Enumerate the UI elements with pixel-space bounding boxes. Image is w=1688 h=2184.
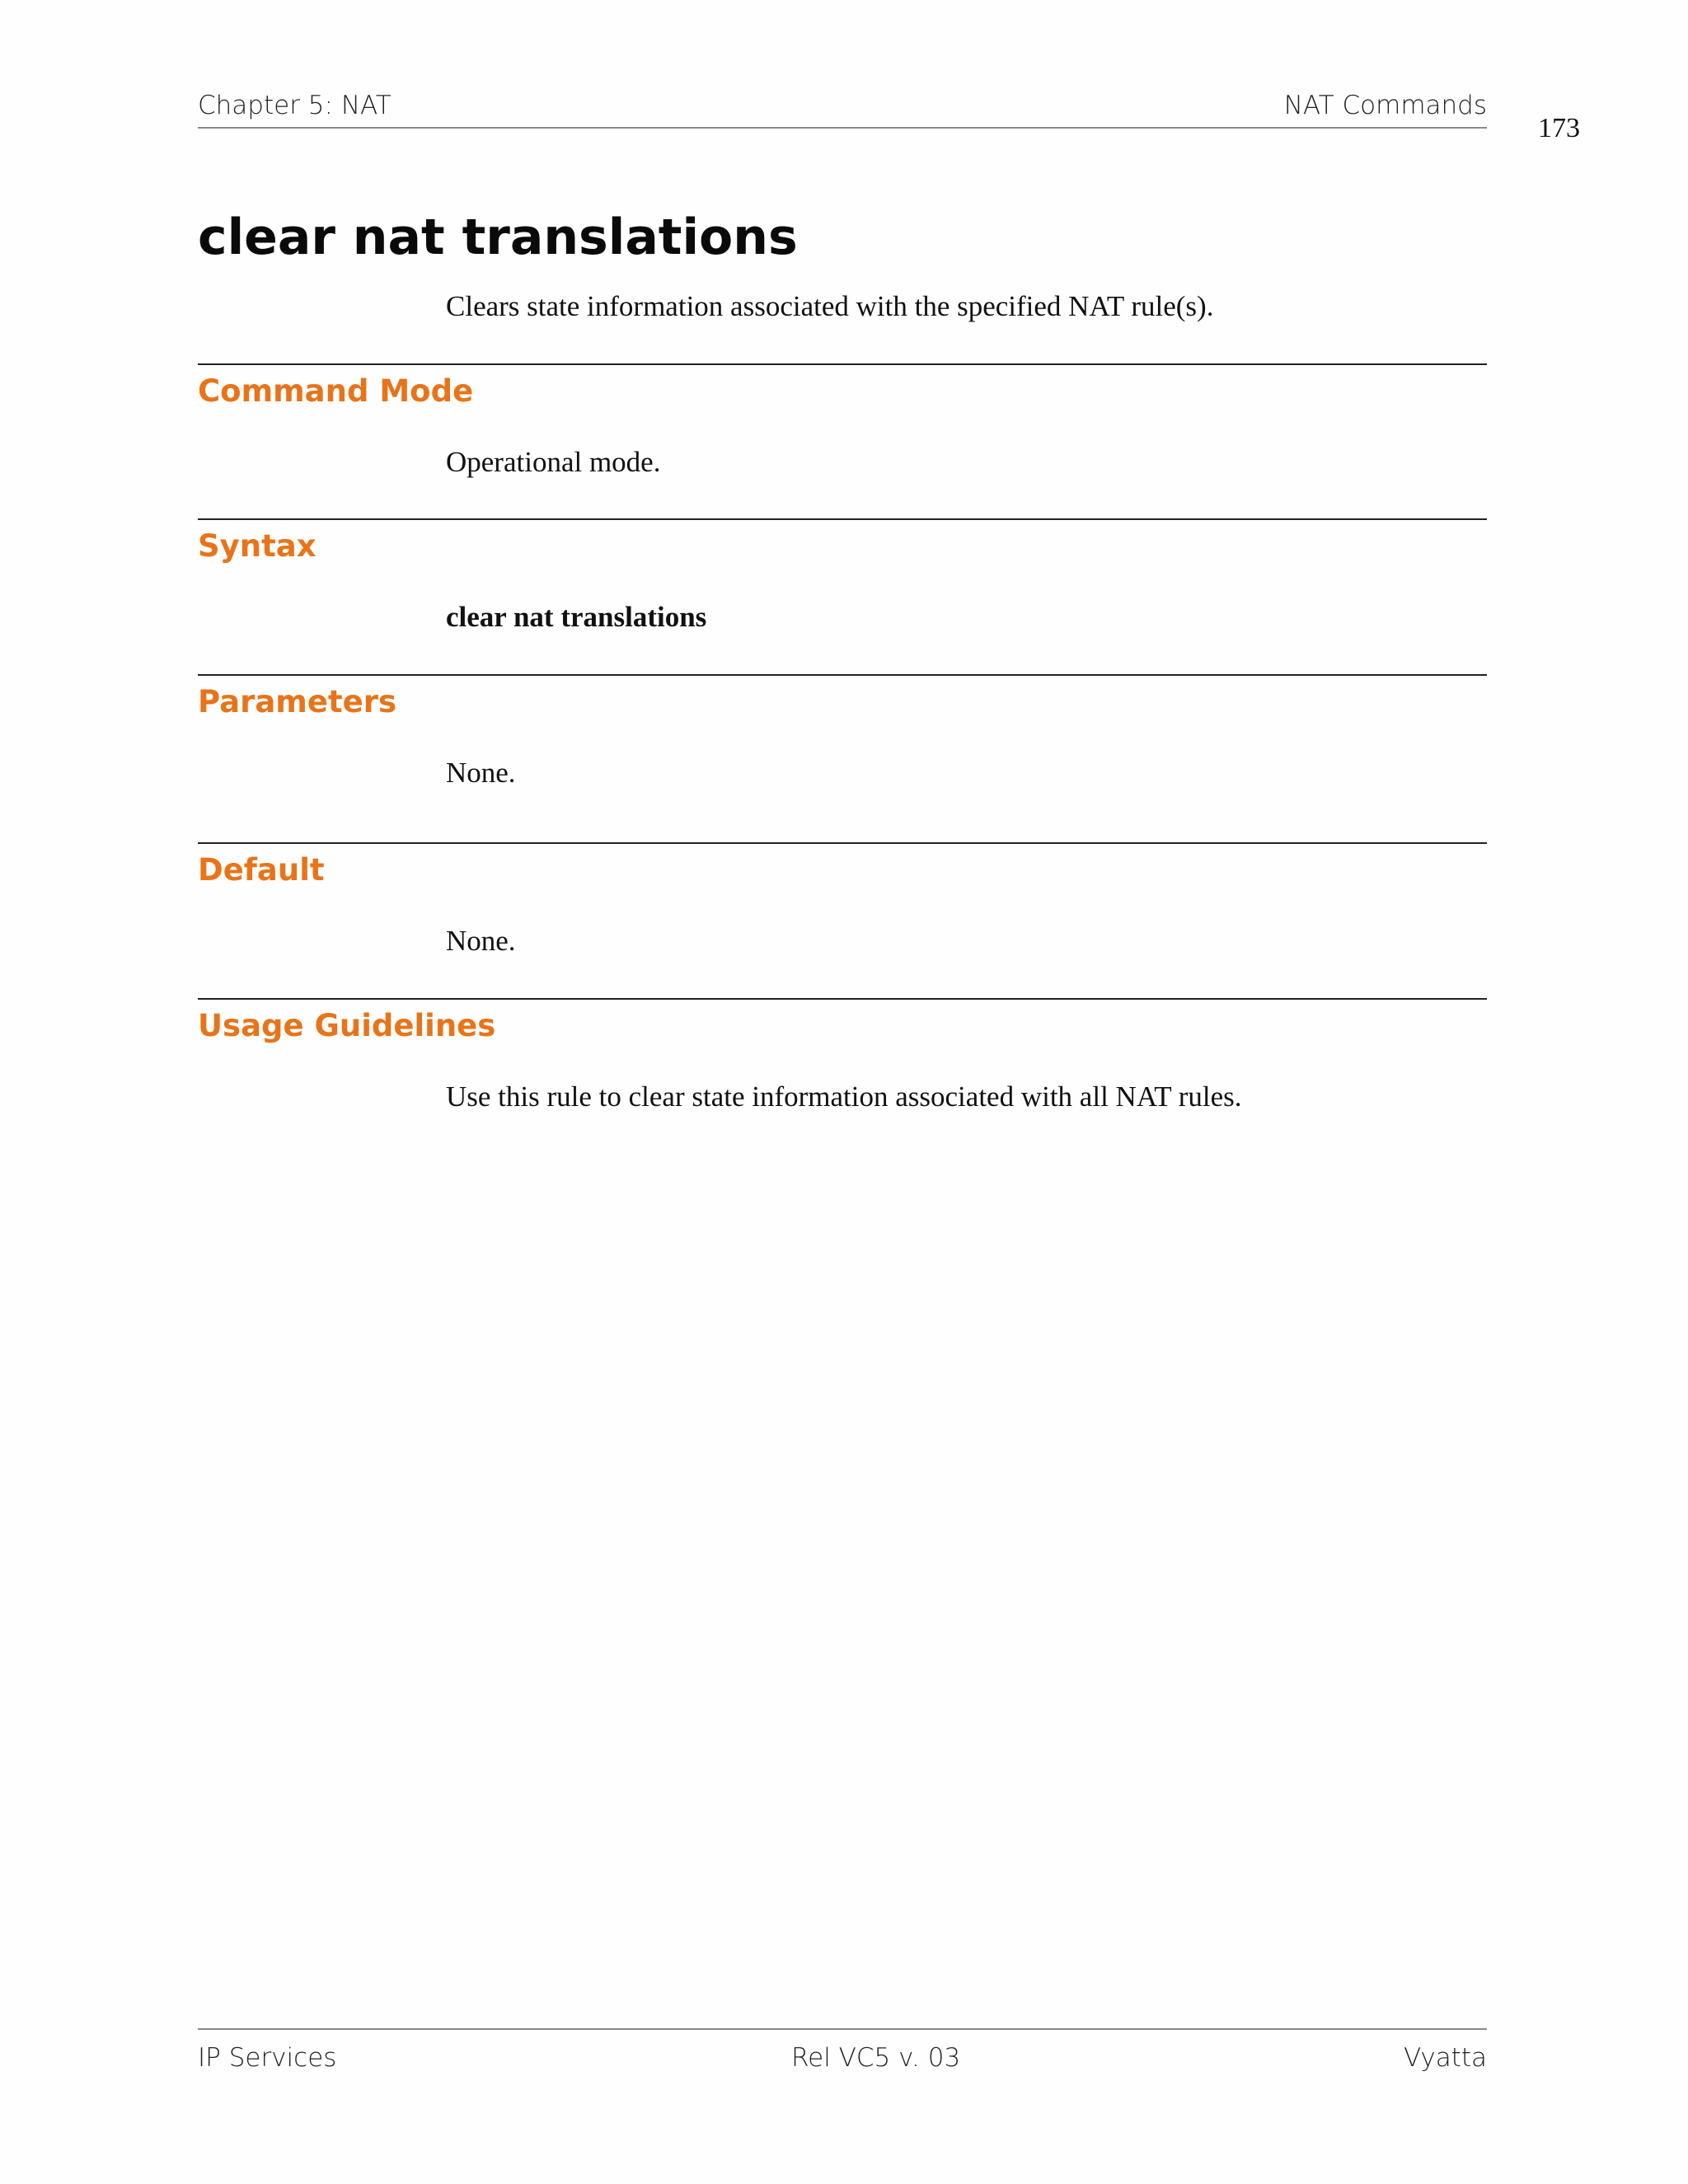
page-title: clear nat translations bbox=[198, 209, 798, 266]
section-heading-default: Default bbox=[198, 852, 325, 888]
running-footer bbox=[198, 2028, 1487, 2073]
running-header bbox=[198, 89, 1487, 129]
section-parameters bbox=[198, 674, 1487, 789]
page-number: 173 bbox=[1538, 113, 1580, 143]
section-label: NAT Commands bbox=[1283, 91, 1487, 120]
footer-vendor: Vyatta bbox=[1403, 2043, 1487, 2073]
section-heading-usage-guidelines: Usage Guidelines bbox=[198, 1008, 496, 1043]
section-syntax bbox=[198, 518, 1487, 633]
section-body-command-mode: Operational mode. bbox=[446, 446, 661, 478]
section-command-mode bbox=[198, 363, 1487, 478]
chapter-label: Chapter 5: NAT bbox=[198, 91, 392, 120]
section-body-default: None. bbox=[446, 925, 516, 957]
footer-product: IP Services bbox=[198, 2043, 337, 2073]
section-heading-command-mode: Command Mode bbox=[198, 373, 474, 409]
section-heading-syntax: Syntax bbox=[198, 528, 316, 564]
section-usage-guidelines bbox=[198, 998, 1487, 1113]
command-summary: Clears state information associated with the specified NAT rule(s). bbox=[446, 290, 1214, 322]
footer-release: Rel VC5 v. 03 bbox=[791, 2043, 961, 2073]
section-body-syntax: clear nat translations bbox=[446, 601, 707, 633]
section-heading-parameters: Parameters bbox=[198, 684, 397, 719]
section-default bbox=[198, 842, 1487, 957]
section-body-usage-guidelines: Use this rule to clear state information associated with all NAT rules. bbox=[446, 1080, 1242, 1113]
section-body-parameters: None. bbox=[446, 757, 516, 789]
